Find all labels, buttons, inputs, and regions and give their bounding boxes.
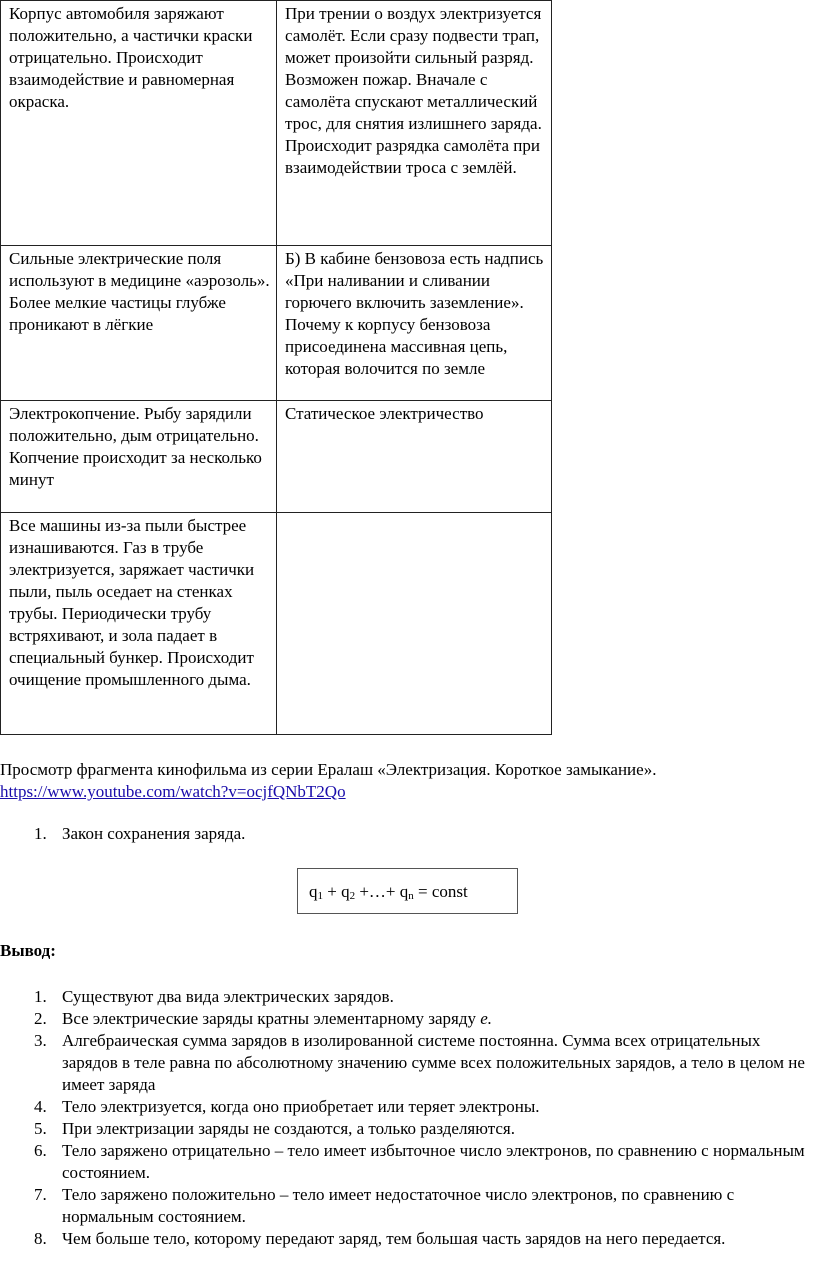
law-number: 1. (34, 824, 47, 843)
list-item (0, 1008, 816, 1030)
cell-text: Статическое электричество (285, 404, 484, 423)
item-number: 2. (34, 1009, 47, 1028)
cell-text: Б) В кабине бензовоза есть надпись «При наливании и сливании горючего включить заземление». Почему к корпусу бензовоза присоединена массивная цепь, которая волочится по земле (285, 249, 544, 378)
item-number: 3. (34, 1031, 47, 1050)
formula-qn: q (399, 882, 409, 901)
list-item (0, 1118, 816, 1140)
table-cell-right (277, 246, 552, 401)
intro-text: Просмотр фрагмента кинофильма из серии Ералаш «Электризация. Короткое замыкание». (0, 760, 657, 779)
cell-text: Сильные электрические поля используют в медицине «аэрозоль». Более мелкие частицы глубже проникают в лёгкие (9, 249, 270, 334)
item-number: 6. (34, 1141, 47, 1160)
table-cell-left (1, 401, 277, 513)
list-item (0, 1030, 816, 1096)
list-item (0, 986, 816, 1008)
cell-text: При трении о воздух электризуется самолёт. Если сразу подвести трап, может произойти сильный разряд. Возможен пожар. Вначале с самолёта спускают металлический трос, для снятия излишнего заряда. Происходит разрядка самолёта при взаимодействии троса с землёй. (285, 4, 542, 177)
law-text: Закон сохранения заряда. (62, 824, 246, 843)
item-number: 5. (34, 1119, 47, 1138)
formula-plus1: + (323, 882, 342, 901)
table-row (1, 246, 552, 401)
table-cell-right (277, 401, 552, 513)
table-row (1, 1, 552, 246)
formula-box (297, 868, 518, 914)
formula-sub2: 2 (349, 890, 356, 902)
formula-q1: q (309, 882, 318, 901)
formula-plus2: +…+ (355, 882, 400, 901)
table-cell-left (1, 1, 277, 246)
formula-sub1: 1 (317, 890, 323, 902)
item-number: 1. (34, 987, 47, 1006)
conclusion-list (0, 986, 816, 1250)
item-text: Все электрические заряды кратны элементарному заряду (62, 1009, 481, 1028)
formula-rhs: = const (413, 882, 468, 901)
table-cell-right (277, 513, 552, 735)
conclusion-title: Вывод: (0, 941, 56, 960)
item-text: Существуют два вида электрических зарядов. (62, 987, 394, 1006)
item-number: 4. (34, 1097, 47, 1116)
formula-subn: n (408, 890, 414, 902)
table-cell-left (1, 246, 277, 401)
examples-table (0, 0, 552, 735)
law-heading (34, 823, 245, 845)
table-cell-right (277, 1, 552, 246)
cell-text: Корпус автомобиля заряжают положительно, а частички краски отрицательно. Происходит взаимодействие и равномерная окраска. (9, 4, 253, 111)
list-item (0, 1228, 816, 1250)
list-item (0, 1184, 816, 1228)
table-row (1, 513, 552, 735)
item-text: Тело заряжено отрицательно – тело имеет избыточное число электронов, по сравнению с нормальным состоянием. (62, 1141, 805, 1182)
item-number: 7. (34, 1185, 47, 1204)
item-text: Алгебраическая сумма зарядов в изолированной системе постоянна. Сумма всех отрицательных зарядов в теле равна по абсолютному значению сумме всех положительных зарядов, а тело в целом не имеет заряда (62, 1031, 805, 1094)
item-number: 8. (34, 1229, 47, 1248)
table-cell-left (1, 513, 277, 735)
item-text: Чем больше тело, которому передают заряд, тем большая часть зарядов на него передается. (62, 1229, 726, 1248)
item-text: Тело электризуется, когда оно приобретает или теряет электроны. (62, 1097, 540, 1116)
intro-paragraph (0, 759, 816, 803)
table-row (1, 401, 552, 513)
item-text: Тело заряжено положительно – тело имеет недостаточное число электронов, по сравнению с нормальным состоянием. (62, 1185, 735, 1226)
cell-text: Все машины из-за пыли быстрее изнашиваются. Газ в трубе электризуется, заряжает частички пыли, пыль оседает на стенках трубы. Периодически трубу встряхивают, и зола падает в специальный бункер. Происходит очищение промышленного дыма. (9, 516, 255, 689)
item-variable: е. (480, 1009, 493, 1028)
item-text: При электризации заряды не создаются, а только разделяются. (62, 1119, 515, 1138)
cell-text: Электрокопчение. Рыбу зарядили положительно, дым отрицательно. Копчение происходит за несколько минут (9, 404, 262, 489)
list-item (0, 1096, 816, 1118)
formula-q2: q (341, 882, 350, 901)
video-link[interactable]: https://www.youtube.com/watch?v=ocjfQNbT2Qo (0, 782, 346, 801)
list-item (0, 1140, 816, 1184)
